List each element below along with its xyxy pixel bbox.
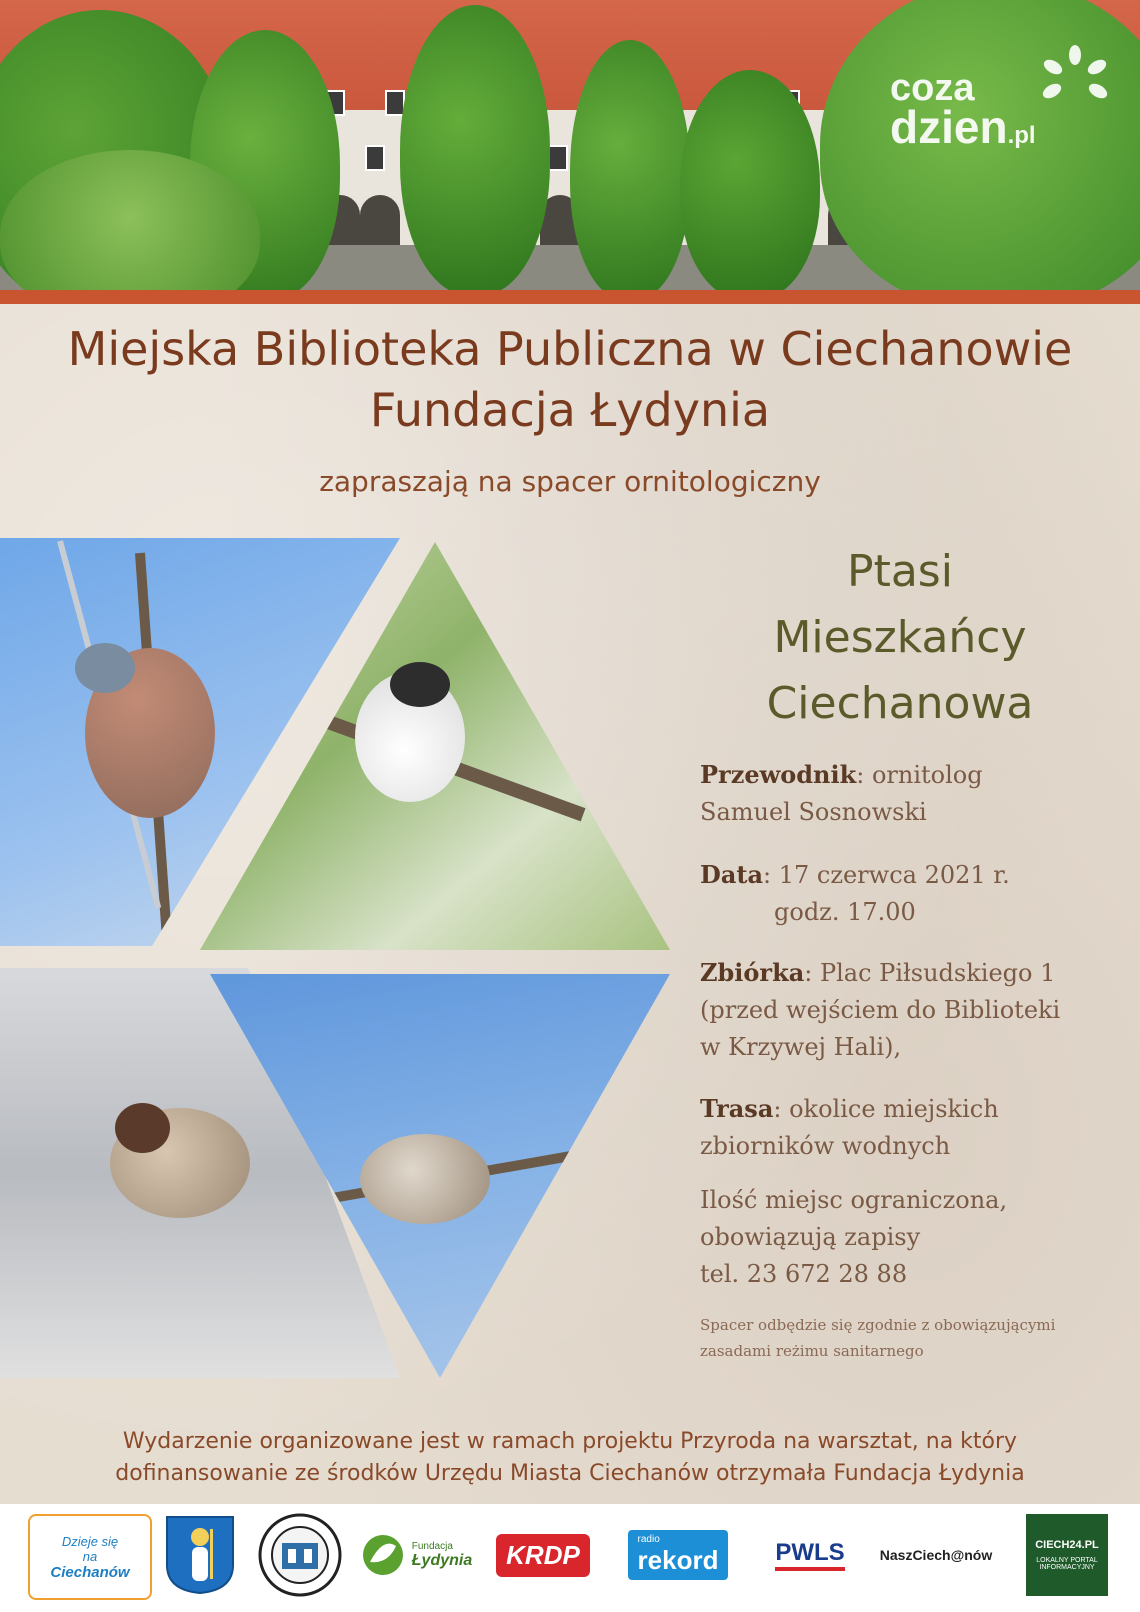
time-value: godz. 17.00 [774,898,916,926]
meet-label: Zbiórka [700,958,805,987]
phone-number: tel. 23 672 28 88 [700,1260,908,1288]
meet-detail-2: w Krzywej Hali), [700,1033,902,1061]
route-detail: zbiorników wodnych [700,1132,951,1160]
event-title-line1: Ptasi [847,546,953,597]
meet-value: : Plac Piłsudskiego 1 [804,959,1056,987]
watermark-line1: coza [890,67,975,109]
route-info [700,1090,999,1165]
ciechanow-logo-line2: na [82,1548,98,1564]
lydynia-logo [356,1514,476,1596]
window [365,145,385,171]
invite-text: zapraszają na spacer ornitologiczny [319,465,821,498]
event-title-line3: Ciechanowa [766,678,1034,729]
coat-of-arms-icon [165,1515,235,1595]
warbler-bird [360,1134,490,1224]
organizer-title-2: Fundacja Łydynia [369,383,771,437]
tree [570,40,690,292]
lydynia-small: Fundacja [411,1540,453,1552]
meet-detail-1: (przed wejściem do Biblioteki [700,996,1061,1024]
cozadzien-watermark [890,67,1036,154]
note-line1: Spacer odbędzie się zgodnie z obowiązującymi [700,1316,1056,1334]
date-value: : 17 czerwca 2021 r. [763,861,1010,889]
guide-value: : ornitolog [856,761,983,789]
rekord-small: radio [637,1534,660,1545]
organizer-title: Miejska Biblioteka Publiczna w Ciechanowie [67,322,1073,376]
bird-head [115,1103,170,1153]
registration-info [700,1182,1007,1293]
arch [360,195,400,250]
krdp-text: KRDP [496,1534,590,1577]
ciechanow-logo [28,1514,152,1600]
lydynia-name: Łydynia [411,1551,473,1569]
ciech24-title: CIECH24.PL [1035,1539,1099,1551]
guide-name: Samuel Sosnowski [700,798,927,826]
funding-line1: Wydarzenie organizowane jest w ramach projektu Przyroda na warsztat, na który [122,1429,1018,1454]
bird-head [75,643,135,693]
guide-info [700,756,983,831]
sanitary-note [700,1312,1055,1364]
library-seal [256,1514,344,1596]
meeting-info [700,954,1060,1066]
funding-line2: dofinansowanie ze środków Urzędu Miasta Ciechanów otrzymała Fundacja Łydynia [115,1461,1025,1486]
route-label: Trasa [700,1094,774,1123]
limit-text: Ilość miejsc ograniczona, [700,1186,1008,1214]
rekord-name: rekord [637,1545,719,1575]
date-label: Data [700,860,763,889]
ciechanow-logo-line1: Dzieje się [61,1533,119,1549]
tree [400,5,550,292]
krdp-logo [488,1514,598,1596]
sun-logo-icon [1040,45,1110,115]
guide-label: Przewodnik [700,760,857,789]
bird-head [390,662,450,707]
watermark-line2: dzien [890,101,1008,154]
date-info [700,856,1010,931]
accent-band [0,290,1140,304]
route-value: : okolice miejskich [773,1095,999,1123]
naszciechanow-text: NaszCiech@nów [879,1547,993,1563]
pwls-logo [758,1514,862,1596]
radio-rekord-logo [620,1514,736,1596]
tree [680,70,820,292]
funding-note [0,1426,1140,1490]
sponsor-logos [0,1504,1140,1612]
ciech24-subtitle: LOKALNY PORTAL INFORMACYJNY [1036,1557,1098,1571]
city-coat-of-arms [164,1514,236,1596]
window [548,145,568,171]
event-title-line2: Mieszkańcy [773,612,1027,663]
bird-photo-collage [0,538,680,1378]
header-photo [0,0,1140,292]
naszciechanow-logo [872,1514,1000,1596]
library-seal-icon [258,1513,342,1597]
ciech24-logo [1026,1514,1108,1596]
ciechanow-logo-line3: Ciechanów [50,1563,130,1581]
watermark-suffix: .pl [1007,122,1036,150]
lydynia-leaf-icon [360,1532,406,1578]
pwls-text: PWLS [775,1539,844,1571]
registration-text: obowiązują zapisy [700,1223,921,1251]
note-line2: zasadami reżimu sanitarnego [700,1342,924,1360]
